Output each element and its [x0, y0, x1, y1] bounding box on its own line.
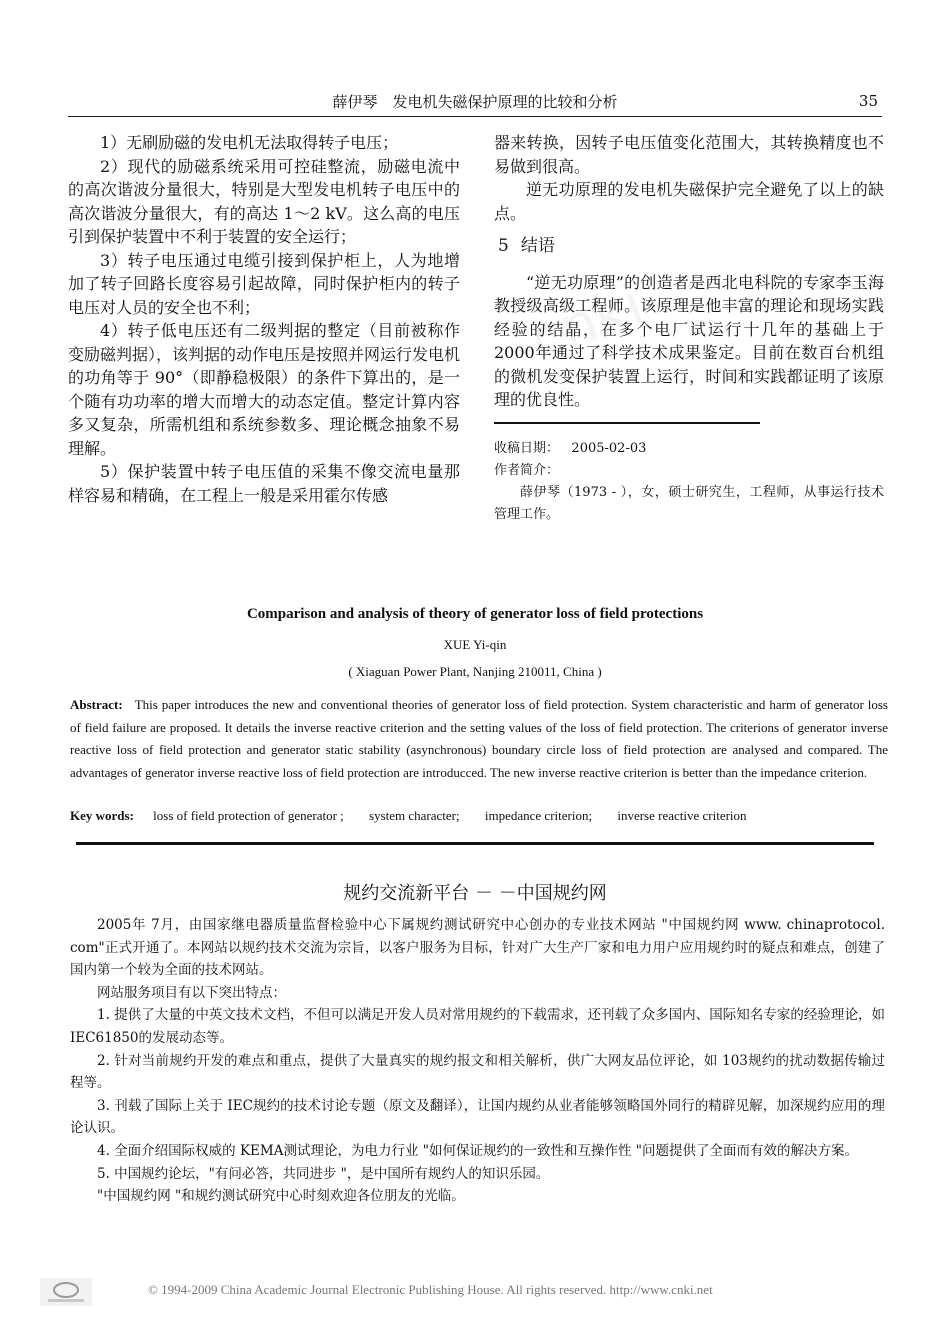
header-rule [68, 116, 882, 117]
running-header-title: 薛伊琴 发电机失磁保护原理的比较和分析 [332, 93, 618, 111]
received-label: 收稿日期： [494, 440, 560, 456]
keywords [70, 808, 888, 824]
announcement-paragraph: 网站服务项目有以下突出特点： [97, 984, 286, 1001]
left-column [68, 131, 460, 507]
paragraph-item-3: 3）转子电压通过电缆引接到保护柜上，人为地增加了转子回路长度容易引起故障，同时保护柜内的转子电压对人员的安全也不利； [68, 250, 460, 317]
publisher-logo-icon [40, 1278, 92, 1306]
paragraph-summary: 逆无功原理的发电机失磁保护完全避免了以上的缺点。 [494, 180, 884, 223]
paragraph-item-4: 4）转子低电压还有二级判据的整定（目前被称作变励磁判据），该判据的动作电压是按照并网运行发电机的功角等于 90°（即静稳极限）的条件下算出的，是一个随有功功率的增大而增大的动态定值。整定计算内容多又复杂，所需机组和系统参数多、理论概念抽象不易理解。 [68, 321, 461, 458]
author-bio: 薛伊琴（1973 - ），女，硕士研究生，工程师，从事运行技术管理工作。 [494, 484, 884, 522]
announcement-paragraph: 3. 刊载了国际上关于 IEC规约的技术讨论专题（原文及翻译），让国内规约从业者能够领略国外同行的精辟见解，加深规约应用的理论认识。 [70, 1097, 885, 1137]
announcement-paragraph: 2005年 7月，由国家继电器质量监督检验中心下属规约测试研究中心创办的专业技术网站 "中国规约网 www. chinaprotocol. com"正式开通了。本网站以规约技术交流为宗旨，以客户服务为目标，针对广大生产厂家和电力用户应用规约时的疑点和难点，创建了国内第一个较为全面的技术网站。 [70, 917, 885, 979]
abstract-label: Abstract: [70, 697, 123, 712]
english-affiliation: ( Xiaguan Power Plant, Nanjing 210011, China ) [348, 664, 602, 679]
announcement-paragraph: 4. 全面介绍国际权威的 KEMA测试理论，为电力行业 "如何保证规约的一致性和互操作性 "问题提供了全面而有效的解决方案。 [97, 1142, 858, 1159]
keyword-item: loss of field protection of generator ; [153, 808, 344, 823]
announcement-paragraph: 1. 提供了大量的中英文技术文档，不但可以满足开发人员对常用规约的下载需求，还刊载了众多国内、国际知名专家的经验理论，如 IEC61850的发展动态等。 [70, 1007, 885, 1046]
keyword-item: system character; [369, 808, 460, 823]
keyword-item: inverse reactive criterion [617, 808, 747, 823]
announcement-paragraph: 2. 针对当前规约开发的难点和重点，提供了大量真实的规约报文和相关解析，供广大网友品位评论，如 103规约的扰动数据传输过程等。 [70, 1052, 885, 1092]
footnote-rule [494, 422, 760, 424]
paragraph-item-5: 5）保护装置中转子电压值的采集不像交流电量那样容易和精确，在工程上一般是采用霍尔传感 [68, 462, 460, 505]
english-author: XUE Yi-qin [443, 637, 507, 652]
announcement-body [70, 914, 885, 1208]
paragraph-continuation: 器来转换，因转子电压值变化范围大，其转换精度也不易做到很高。 [494, 133, 884, 176]
section-divider [76, 842, 874, 845]
abstract-text: This paper introduces the new and conventional theories of generator loss of field protection. System characteristic and harm of generator loss of field failure are proposed. It details the inverse reactive criterion and the setting values of the loss of field protection. The criterions of generator inverse reactive loss of field protection and generator static stability (asynchronous) boundary circle loss of field protection are analysed and compared. The advantages of generator inverse reactive loss of field protection are introducced. The new inverse reactive criterion is better than the impedance criterion. [70, 697, 888, 780]
announcement-paragraph: "中国规约网 "和规约测试研究中心时刻欢迎各位朋友的光临。 [97, 1188, 465, 1205]
copyright-text: © 1994-2009 China Academic Journal Electronic Publishing House. All rights reserved. http://www.cnki.net [148, 1282, 713, 1297]
section-heading [498, 235, 884, 259]
keywords-label: Key words: [70, 808, 134, 823]
section-title: 结语 [520, 236, 555, 256]
keyword-item: impedance criterion; [484, 808, 593, 823]
received-date: 2005-02-03 [571, 440, 647, 456]
paragraph-item-2: 2）现代的励磁系统采用可控硅整流，励磁电流中的高次谐波分量很大，特别是大型发电机转子电压中的高次谐波分量很大，有的高达 1～2 kV。这么高的电压引到保护装置中不利于装置的安全运行； [68, 156, 460, 246]
abstract [70, 694, 888, 784]
page-number: 35 [858, 92, 878, 110]
bio-label: 作者简介： [494, 462, 560, 478]
announcement-title: 规约交流新平台 － －中国规约网 [343, 883, 607, 904]
english-title: Comparison and analysis of theory of generator loss of field protections [246, 606, 704, 622]
section-number: 5 [498, 236, 509, 256]
announcement-paragraph: 5. 中国规约论坛，"有问必答，共同进步 "，是中国所有规约人的知识乐园。 [97, 1165, 550, 1182]
page-footer [40, 1278, 910, 1306]
paragraph-item-1: 1）无刷励磁的发电机无法取得转子电压； [100, 133, 399, 152]
conclusion-paragraph: “逆无功原理”的创造者是西北电科院的专家李玉海教授级高级工程师。该原理是他丰富的理论和现场实践经验的结晶，在多个电厂试运行十几年的基础上于 2000年通过了科学技术成果鉴定。目前在数百台机组的微机发变保护装置上运行，时间和实践都证明了该原理的优良性。 [494, 272, 884, 409]
article-meta [494, 438, 884, 526]
